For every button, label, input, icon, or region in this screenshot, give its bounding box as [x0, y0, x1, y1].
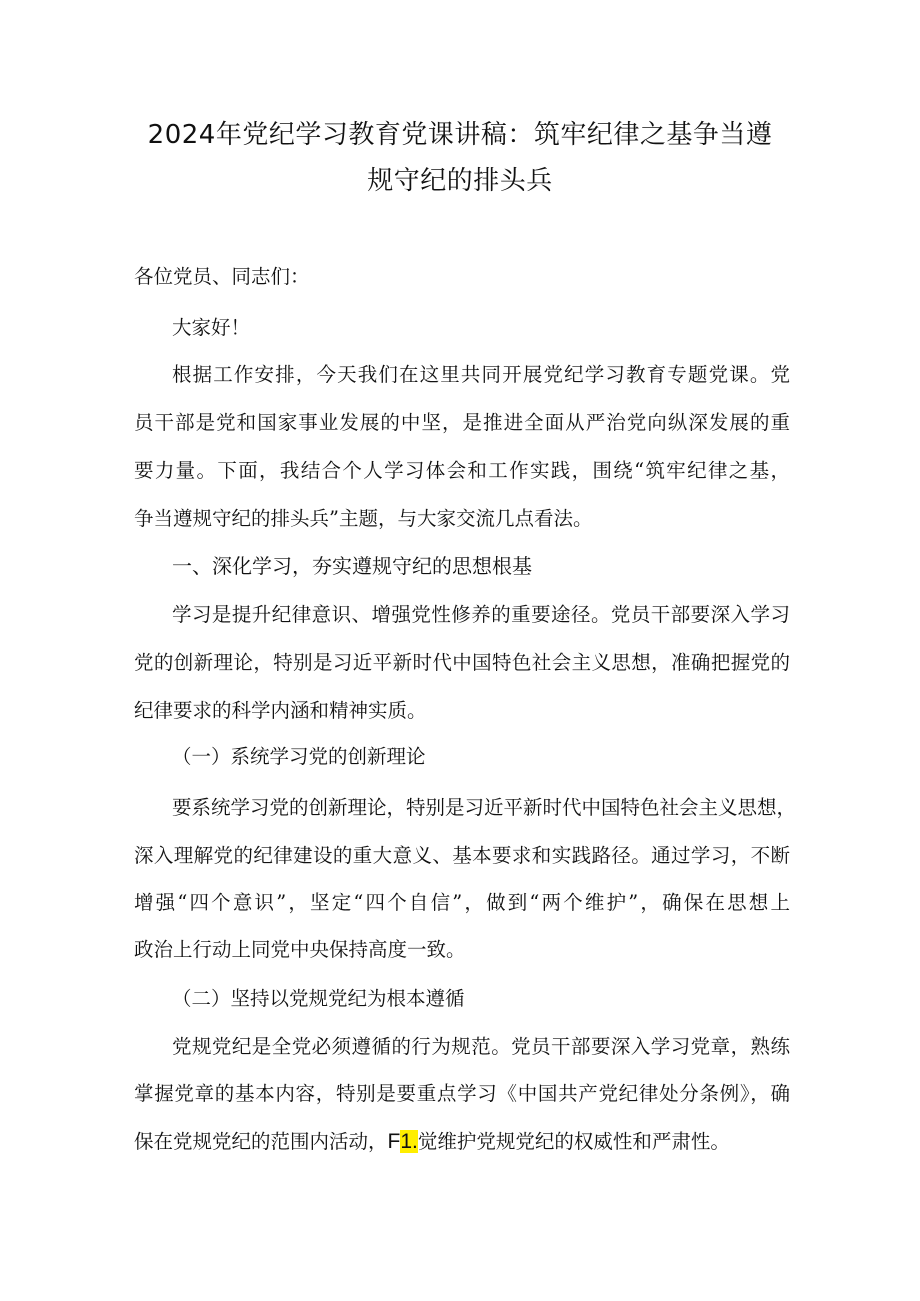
section-1-line-3: 纪律要求的科学内涵和精神实质。 [134, 699, 427, 722]
subsection-2-heading: （二）坚持以党规党纪为根本遵循 [172, 987, 465, 1010]
intro-line-2: 员干部是党和国家事业发展的中坚，是推进全面从严治党向纵深发展的重 [134, 411, 790, 434]
subsection-2-line-1: 党规党纪是全党必须遵循的行为规范。党员干部要深入学习党章，熟练 [172, 1035, 790, 1058]
section-1-line-1: 学习是提升纪律意识、增强党性修养的重要途径。党员干部要深入学习 [172, 603, 790, 626]
subsection-1-line-3: 增强“四个意识”，坚定“四个自信”，做到“两个维护”，确保在思想上 [134, 891, 790, 914]
last-line-before: 保在党规党纪的范围内活动， [134, 1130, 388, 1153]
section-1-line-2: 党的创新理论，特别是习近平新时代中国特色社会主义思想，准确把握党的 [134, 651, 790, 674]
subsection-1-line-2: 深入理解党的纪律建设的重大意义、基本要求和实践路径。通过学习，不断 [134, 844, 790, 867]
intro-line-3: 要力量。下面，我结合个人学习体会和工作实践，围绕“筑牢纪律之基， [134, 459, 790, 482]
subsection-1-line-1: 要系统学习党的创新理论，特别是习近平新时代中国特色社会主义思想， [172, 796, 797, 819]
greeting: 大家好！ [172, 316, 251, 339]
document-title [110, 112, 810, 204]
salutation: 各位党员、同志们： [134, 265, 310, 288]
section-1-heading: 一、深化学习，夯实遵规守纪的思想根基 [172, 554, 532, 578]
subsection-1-line-4: 政治上行动上同党中央保持高度一致。 [134, 938, 466, 961]
last-line-marker-f: F [387, 1130, 401, 1153]
subsection-1-heading: （一）系统学习党的创新理论 [172, 745, 426, 768]
subsection-2-line-2: 掌握党章的基本内容，特别是要重点学习《中国共产党纪律处分条例》，确 [134, 1082, 790, 1105]
title-line-2: 规守纪的排头兵 [367, 166, 553, 196]
intro-line-1: 根据工作安排，今天我们在这里共同开展党纪学习教育专题党课。党 [172, 363, 790, 386]
title-line-1: 2024年党纪学习教育党课讲稿：筑牢纪律之基争当遵 [147, 120, 773, 150]
highlight-marker: 1. [400, 1130, 418, 1153]
last-line-after: 觉维护党规党纪的权威性和严肃性。 [417, 1130, 730, 1153]
subsection-2-line-3 [134, 1129, 814, 1155]
intro-line-4: 争当遵规守纪的排头兵”主题，与大家交流几点看法。 [134, 507, 593, 530]
